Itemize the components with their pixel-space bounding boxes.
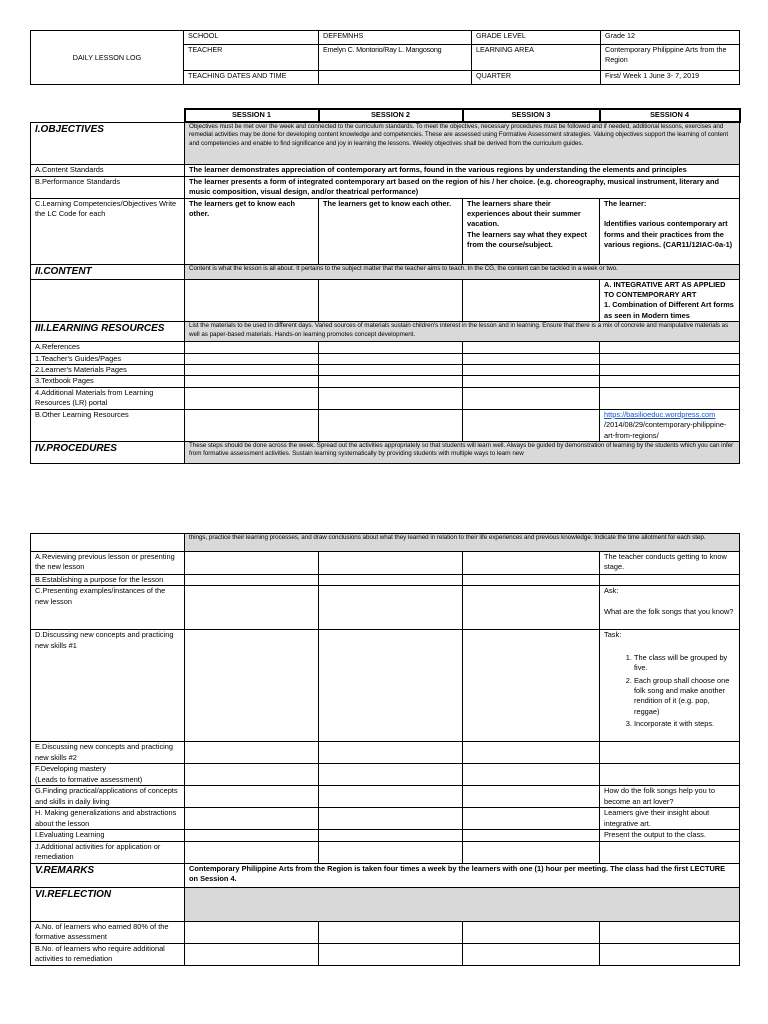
competency-session-4: The learner: Identifies various contemporary art forms and their practices from the various regions. (CAR11/12IAC-0a-1) (600, 198, 740, 264)
content-session-4: A. INTEGRATIVE ART AS APPLIED TO CONTEMPORARY ART 1. Combination of Different Art forms as seen in Modern times (600, 279, 740, 322)
competency-session-3: The learners share their experiences about their summer vacation. The learners say what they expect from the course/subject. (463, 198, 600, 264)
evaluating-learning-session-4: Present the output to the class. (600, 830, 740, 841)
competency-session-1: The learners get to know each other. (185, 198, 319, 264)
procedures-description-continued: things, practice their learning processes, and draw conclusions about what they learned in relation to their life experiences and previous knowledge. Indicate the time allotment for each step. (185, 534, 740, 552)
other-resources-link[interactable]: https://basilioeduc.wordpress.com (604, 409, 716, 419)
learning-resources-description: List the materials to be used in different days. Varied sources of materials sustain children's interest in the lesson and in learning. Ensure that there is a mix of concrete and manipulative materials as well as paper-based materials. Hands-on learning promotes concept development. (185, 322, 740, 342)
teacher-label: TEACHER (184, 45, 319, 71)
school-label: SCHOOL (184, 31, 319, 45)
header-table (30, 30, 740, 85)
quarter-value: First/ Week 1 June 3- 7, 2019 (601, 71, 740, 85)
remarks-value: Contemporary Philippine Arts from the Region is taken four times a week by the learners with one (1) hour per meeting. The class had the first LECTURE on Session 4. (185, 863, 740, 887)
other-resources-session-4 (600, 409, 740, 441)
evaluating-learning-label: I.Evaluating Learning (31, 830, 185, 841)
session-2-header: SESSION 2 (319, 109, 463, 122)
session-3-header: SESSION 3 (463, 109, 600, 122)
learning-resources-heading: III.LEARNING RESOURCES (31, 322, 185, 342)
learners-materials-label: 2.Learner's Materials Pages (31, 364, 185, 375)
task-item: 3. Incorporate it with steps. (634, 719, 735, 729)
task-label: Task: (604, 630, 622, 640)
developing-mastery-label: F.Developing mastery (Leads to formative assessment) (31, 764, 185, 786)
objectives-heading: I.OBJECTIVES (31, 122, 185, 164)
task-list (604, 653, 735, 730)
content-standards-value: The learner demonstrates appreciation of contemporary art forms, found in the various regions by understanding the elements and principles (185, 164, 740, 176)
learning-area-label: LEARNING AREA (472, 45, 601, 71)
performance-standards-value: The learner presents a form of integrated contemporary art based on the region of his / her choice. (e.g. choreography, musical instrument, literary and music composition, visual design, and/or theatrical performance) (185, 176, 740, 198)
other-resources-link-rest: /2014/08/29/contemporary-philippine-art-from-regions/ (604, 420, 727, 440)
school-value: DEFEMNHS (319, 31, 472, 45)
presenting-examples-session-4: Ask: What are the folk songs that you know? (600, 586, 740, 630)
daily-lesson-log-title: DAILY LESSON LOG (31, 31, 184, 85)
grade-level-value: Grade 12 (601, 31, 740, 45)
procedures-description: These steps should be done across the week. Spread out the activities appropriately so that students will learn well. Always be guided by demonstration of learning by the students which you can infer from formative assessment activities. Sustain learning systematically by providing students with multiple ways to learn new (185, 441, 740, 463)
generalizations-session-4: Learners give their insight about integrative art. (600, 808, 740, 830)
remarks-heading: V.REMARKS (31, 863, 185, 887)
teaching-dates-value (319, 71, 472, 85)
teachers-guides-label: 1.Teacher's Guides/Pages (31, 353, 185, 364)
generalizations-label: H. Making generalizations and abstractions about the lesson (31, 808, 185, 830)
session-4-header: SESSION 4 (600, 109, 740, 122)
content-standards-label: A.Content Standards (31, 164, 185, 176)
task-item: 1. The class will be grouped by five. (634, 653, 735, 674)
reviewing-lesson-session-4: The teacher conducts getting to know stage. (600, 552, 740, 575)
lesson-table-part2 (30, 533, 740, 966)
quarter-label: QUARTER (472, 71, 601, 85)
additional-materials-label: 4.Additional Materials from Learning Resources (LR) portal (31, 387, 185, 409)
other-resources-label: B.Other Learning Resources (31, 409, 185, 441)
content-description: Content is what the lesson is all about. It pertains to the subject matter that the teacher aims to teach. In the CG, the content can be tackled in a week or two. (185, 264, 740, 279)
references-label: A.References (31, 342, 185, 353)
presenting-examples-label: C.Presenting examples/instances of the new lesson (31, 586, 185, 630)
reflection-value (185, 887, 740, 921)
learners-80-percent-label: A.No. of learners who earned 80% of the formative assessment (31, 921, 185, 943)
discussing-concepts-1-session-4 (600, 630, 740, 742)
finding-applications-session-4: How do the folk songs help you to become an art lover? (600, 786, 740, 808)
teaching-dates-label: TEACHING DATES AND TIME (184, 71, 319, 85)
finding-applications-label: G.Finding practical/applications of concepts and skills in daily living (31, 786, 185, 808)
discussing-concepts-2-label: E.Discussing new concepts and practicing new skills #2 (31, 742, 185, 764)
competency-session-2: The learners get to know each other. (319, 198, 463, 264)
lesson-table-part1 (30, 108, 741, 464)
learning-competencies-label: C.Learning Competencies/Objectives Write the LC Code for each (31, 198, 185, 264)
learners-remediation-label: B.No. of learners who require additional activities to remediation (31, 943, 185, 965)
reviewing-lesson-label: A.Reviewing previous lesson or presenting the new lesson (31, 552, 185, 575)
establishing-purpose-label: B.Establishing a purpose for the lesson (31, 575, 185, 586)
objectives-description: Objectives must be met over the week and connected to the curriculum standards. To meet the objectives, necessary procedures must be followed and if needed, additional lessons, exercises and remedial activities may be done for developing content knowledge and competencies. These are assessed using Formative Assessment strategies. Valuing objectives support the learning of content and competencies and enable to find significance and joy in learning the lessons. Weekly objectives shall be derived from the curriculum guides. (185, 122, 740, 164)
additional-activities-label: J.Additional activities for application or remediation (31, 841, 185, 863)
learning-area-value: Contemporary Philippine Arts from the Region (601, 45, 740, 71)
grade-level-label: GRADE LEVEL (472, 31, 601, 45)
procedures-heading: IV.PROCEDURES (31, 441, 185, 463)
teacher-value: Emelyn C. Montorio/Ray L. Mangosong (319, 45, 472, 71)
session-1-header: SESSION 1 (185, 109, 319, 122)
textbook-pages-label: 3.Textbook Pages (31, 376, 185, 387)
discussing-concepts-1-label: D.Discussing new concepts and practicing new skills #1 (31, 630, 185, 742)
performance-standards-label: B.Performance Standards (31, 176, 185, 198)
task-item: 2. Each group shall choose one folk song and make another rendition of it (e.g. pop, reggae) (634, 676, 735, 718)
content-heading: II.CONTENT (31, 264, 185, 279)
reflection-heading: VI.REFLECTION (31, 887, 185, 921)
